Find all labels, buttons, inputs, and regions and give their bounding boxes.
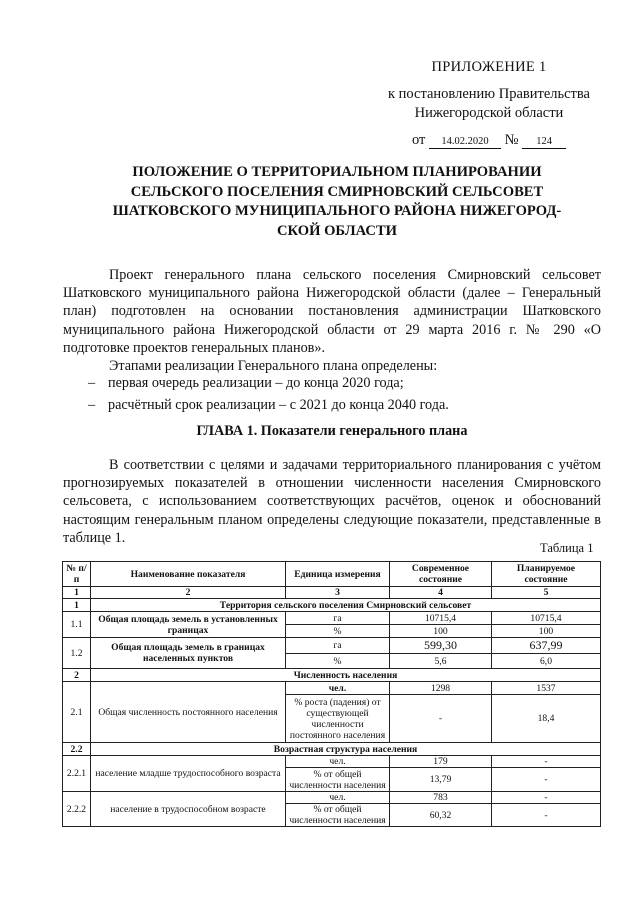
row-planned: - xyxy=(492,792,601,804)
row-current: - xyxy=(390,695,492,743)
stage-2-text: расчётный срок реализации – с 2021 до конца 2040 года. xyxy=(108,397,449,413)
table-caption: Таблица 1 xyxy=(540,541,594,555)
row-current: 783 xyxy=(390,792,492,804)
row-name: Общая площадь земель в границах населенных пунктов xyxy=(91,638,286,669)
row-unit: % xyxy=(286,654,390,669)
dash-bullet: – xyxy=(88,375,96,391)
row-current: 13,79 xyxy=(390,768,492,792)
row-planned: - xyxy=(492,804,601,827)
title-line-1: ПОЛОЖЕНИЕ О ТЕРРИТОРИАЛЬНОМ ПЛАНИРОВАНИИ xyxy=(132,164,542,180)
row-planned: 100 xyxy=(492,625,601,638)
section-title: Территория сельского поселения Смирновский сельсовет xyxy=(91,599,601,612)
col-number: 5 xyxy=(492,587,601,599)
header-current: Современное состояние xyxy=(390,562,492,587)
appendix-reference xyxy=(384,131,594,150)
row-name: Общая численность постоянного населения xyxy=(91,682,286,743)
row-planned: 10715,4 xyxy=(492,612,601,625)
row-unit: % роста (падения) от существующей численности постоянного населения xyxy=(286,695,390,743)
document-title xyxy=(66,163,608,241)
appendix-line-2: Нижегородской области xyxy=(414,105,564,121)
row-current: 179 xyxy=(390,756,492,768)
header-unit: Единица измерения xyxy=(286,562,390,587)
row-num: 1.2 xyxy=(63,638,91,669)
row-unit: % xyxy=(286,625,390,638)
stage-1-text: первая очередь реализации – до конца 2020 года; xyxy=(108,375,404,391)
appendix-date: 14.02.2020 xyxy=(429,135,501,149)
header-name: Наименование показателя xyxy=(91,562,286,587)
title-line-4: СКОЙ ОБЛАСТИ xyxy=(276,222,398,239)
row-planned: 637,99 xyxy=(492,638,601,654)
section-row-1 xyxy=(63,599,601,612)
row-unit: % от общей численности населения xyxy=(286,768,390,792)
section-row-22 xyxy=(63,743,601,756)
section-num: 1 xyxy=(63,599,91,612)
row-num: 2.1 xyxy=(63,682,91,743)
col-number: 1 xyxy=(63,587,91,599)
table-row xyxy=(63,612,601,625)
row-current: 60,32 xyxy=(390,804,492,827)
row-num: 2.2.1 xyxy=(63,756,91,792)
title-line-2: СЕЛЬСКОГО ПОСЕЛЕНИЯ СМИРНОВСКИЙ СЕЛЬСОВЕТ xyxy=(130,183,544,200)
row-planned: 1537 xyxy=(492,682,601,695)
row-planned: 18,4 xyxy=(492,695,601,743)
row-unit: га xyxy=(286,638,390,654)
section-title: Численность населения xyxy=(91,669,601,682)
row-current: 5,6 xyxy=(390,654,492,669)
stages-list xyxy=(88,372,449,416)
table-row xyxy=(63,756,601,768)
indicators-table xyxy=(62,561,601,827)
row-current: 1298 xyxy=(390,682,492,695)
chapter-heading: ГЛАВА 1. Показатели генерального плана xyxy=(196,423,468,439)
column-number-row xyxy=(63,587,601,599)
chapter-paragraph: В соответствии с целями и задачами территориального планирования с учётом прогнозируемых показателей в отношении численности населения Смирновского сельсовета, с использованием соответствующих расчётов, оценок и обоснований настоящим генеральным планом определены следующие показатели, представленные в таблице 1. xyxy=(63,457,601,546)
row-unit: чел. xyxy=(286,792,390,804)
row-unit: га xyxy=(286,612,390,625)
appendix-number: 124 xyxy=(522,135,566,149)
row-current: 599,30 xyxy=(390,638,492,654)
appendix-line-1: к постановлению Правительства xyxy=(388,86,590,102)
row-name: население в трудоспособном возрасте xyxy=(91,792,286,827)
title-line-3: ШАТКОВСКОГО МУНИЦИПАЛЬНОГО РАЙОНА НИЖЕГОРОД- xyxy=(112,203,562,219)
list-item xyxy=(88,394,449,416)
appendix-title: ПРИЛОЖЕНИЕ 1 xyxy=(431,59,547,75)
list-item xyxy=(88,372,449,394)
appendix-number-sign: № xyxy=(504,132,519,148)
row-num: 2.2.2 xyxy=(63,792,91,827)
section-title: Возрастная структура населения xyxy=(91,743,601,756)
col-number: 2 xyxy=(91,587,286,599)
row-unit: чел. xyxy=(286,756,390,768)
table-row xyxy=(63,682,601,695)
appendix-from: от xyxy=(411,132,426,148)
row-name: Общая площадь земель в установленных границах xyxy=(91,612,286,638)
section-row-2 xyxy=(63,669,601,682)
intro-section xyxy=(63,266,601,375)
col-number: 3 xyxy=(286,587,390,599)
row-unit: % от общей численности населения xyxy=(286,804,390,827)
header-num: № п/п xyxy=(63,562,91,587)
section-num: 2 xyxy=(63,669,91,682)
section-num: 2.2 xyxy=(63,743,91,756)
row-planned: 6,0 xyxy=(492,654,601,669)
row-planned: - xyxy=(492,768,601,792)
table-row xyxy=(63,638,601,654)
row-current: 10715,4 xyxy=(390,612,492,625)
row-current: 100 xyxy=(390,625,492,638)
row-num: 1.1 xyxy=(63,612,91,638)
row-name: население младше трудоспособного возраста xyxy=(91,756,286,792)
row-unit: чел. xyxy=(286,682,390,695)
table-row xyxy=(63,792,601,804)
appendix-header xyxy=(384,58,594,150)
dash-bullet: – xyxy=(88,397,96,413)
stages-line: Этапами реализации Генерального плана определены: xyxy=(109,358,438,375)
col-number: 4 xyxy=(390,587,492,599)
table-header-row xyxy=(63,562,601,587)
row-planned: - xyxy=(492,756,601,768)
header-planned: Планируемое состояние xyxy=(492,562,601,587)
intro-paragraph: Проект генерального плана сельского поселения Смирновский сельсовет Шатковского муниципального района Нижегородской области (далее – Генеральный план) подготовлен на основании постановления администрации Шатковского муниципального района Нижегородской области от 29 марта 2016 г. № 290 «О подготовке проектов генеральных планов». xyxy=(63,267,601,356)
